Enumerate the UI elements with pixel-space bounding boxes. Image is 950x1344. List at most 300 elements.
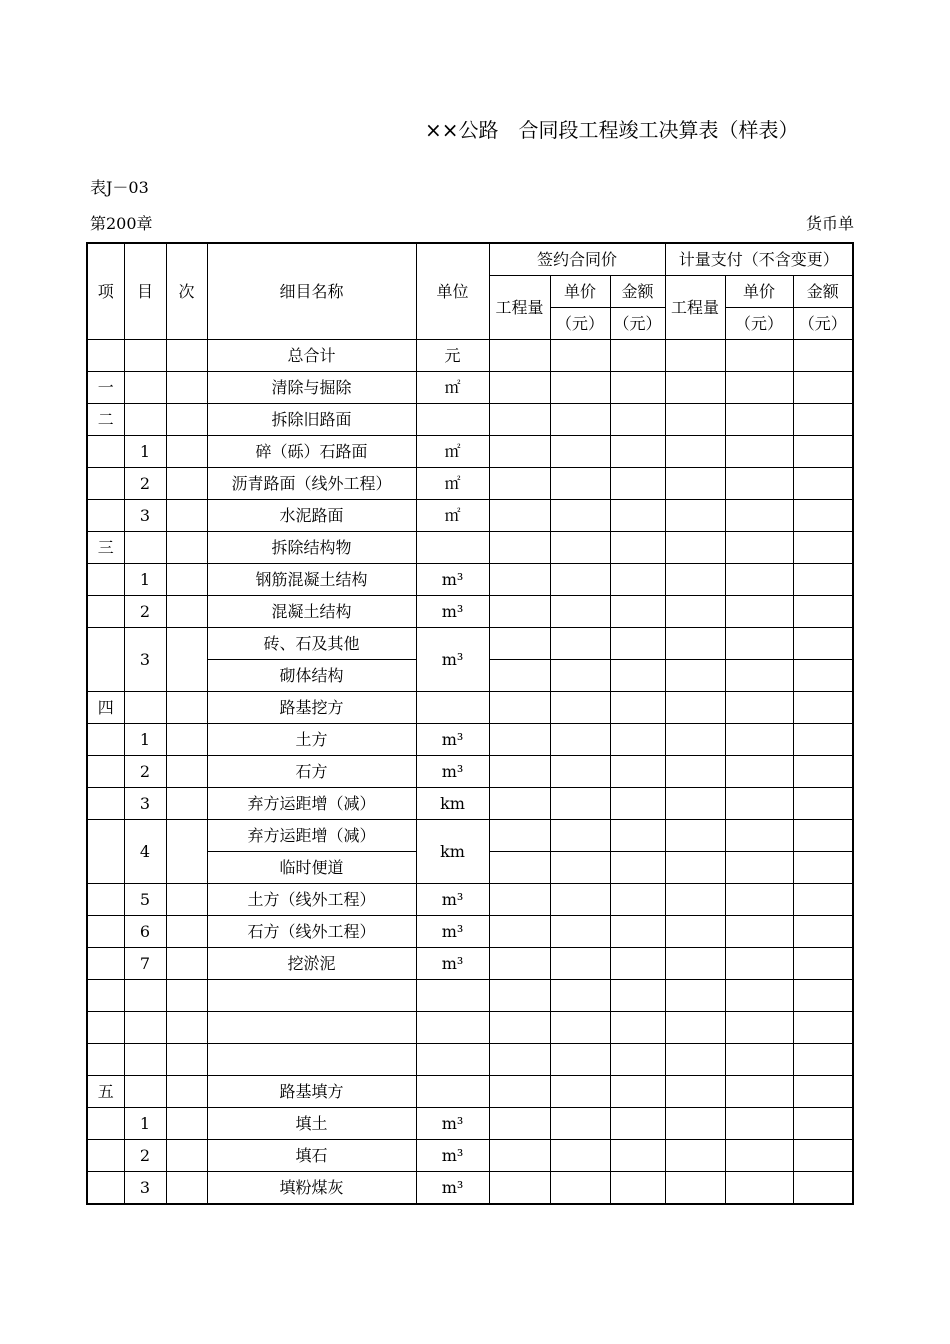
- cell-item-name: 总合计: [207, 340, 416, 372]
- cell-ci: [166, 340, 207, 372]
- cell-value: [489, 404, 550, 436]
- cell-mu: 3: [124, 788, 166, 820]
- cell-value: [489, 884, 550, 916]
- cell-value: [665, 980, 725, 1012]
- cell-value: [665, 436, 725, 468]
- cell-unit: [416, 980, 489, 1012]
- cell-value: [793, 404, 853, 436]
- cell-value: [665, 628, 725, 660]
- header-mu: 目: [124, 243, 166, 340]
- header-contract-unit-price: 单价: [550, 276, 610, 308]
- cell-value: [665, 1012, 725, 1044]
- header-payment-amount: 金额: [793, 276, 853, 308]
- header-payment-quantity: 工程量: [665, 276, 725, 340]
- cell-value: [793, 692, 853, 724]
- cell-ci: [166, 1012, 207, 1044]
- header-contract-price: 签约合同价: [489, 243, 665, 276]
- cell-item-name: 混凝土结构: [207, 596, 416, 628]
- table-row: [87, 404, 853, 436]
- cell-value: [793, 1044, 853, 1076]
- table-row: [87, 532, 853, 564]
- cell-value: [489, 724, 550, 756]
- cell-value: [550, 1012, 610, 1044]
- cell-value: [665, 1044, 725, 1076]
- cell-value: [550, 884, 610, 916]
- cell-xiang: [87, 468, 124, 500]
- table-row: [87, 980, 853, 1012]
- chapter-label: 第200章: [90, 214, 153, 233]
- cell-value: [610, 500, 665, 532]
- cell-value: [793, 372, 853, 404]
- cell-value: [793, 532, 853, 564]
- cell-value: [489, 564, 550, 596]
- cell-unit: m³: [416, 1172, 489, 1205]
- table-row: [87, 692, 853, 724]
- cell-unit: ㎡: [416, 468, 489, 500]
- cell-value: [793, 436, 853, 468]
- cell-value: [665, 820, 725, 852]
- cell-value: [793, 340, 853, 372]
- cell-xiang: [87, 916, 124, 948]
- table-row: [87, 1044, 853, 1076]
- cell-value: [489, 436, 550, 468]
- cell-value: [610, 340, 665, 372]
- cell-value: [665, 1172, 725, 1205]
- table-row: [87, 948, 853, 980]
- cell-value: [489, 916, 550, 948]
- cell-value: [793, 1076, 853, 1108]
- cell-value: [665, 692, 725, 724]
- cell-unit: m³: [416, 1140, 489, 1172]
- cell-xiang: [87, 884, 124, 916]
- cell-xiang: [87, 980, 124, 1012]
- cell-value: [793, 1012, 853, 1044]
- cell-value: [665, 500, 725, 532]
- cell-item-name: 挖淤泥: [207, 948, 416, 980]
- cell-value: [489, 980, 550, 1012]
- cell-value: [610, 756, 665, 788]
- cell-value: [725, 1012, 793, 1044]
- header-yuan: （元）: [725, 308, 793, 340]
- cell-value: [725, 1076, 793, 1108]
- cell-unit: m³: [416, 564, 489, 596]
- cell-unit: m³: [416, 1108, 489, 1140]
- cell-value: [550, 1108, 610, 1140]
- cell-value: [550, 532, 610, 564]
- table-row: [87, 500, 853, 532]
- header-yuan: （元）: [610, 308, 665, 340]
- cell-ci: [166, 724, 207, 756]
- cell-value: [610, 1044, 665, 1076]
- cell-value: [610, 1172, 665, 1205]
- cell-value: [725, 468, 793, 500]
- cell-unit: km: [416, 820, 489, 884]
- cell-value: [665, 596, 725, 628]
- cell-item-name: 沥青路面（线外工程）: [207, 468, 416, 500]
- cell-value: [550, 980, 610, 1012]
- cell-unit: m³: [416, 596, 489, 628]
- cell-mu: [124, 1044, 166, 1076]
- cell-unit: km: [416, 788, 489, 820]
- cell-value: [489, 372, 550, 404]
- table-row: [87, 1108, 853, 1140]
- cell-value: [665, 340, 725, 372]
- cell-unit: ㎡: [416, 500, 489, 532]
- table-row: [87, 628, 853, 660]
- cell-value: [610, 724, 665, 756]
- cell-mu: [124, 1012, 166, 1044]
- cell-value: [550, 1044, 610, 1076]
- cell-value: [489, 1172, 550, 1205]
- cell-value: [489, 596, 550, 628]
- cell-ci: [166, 1140, 207, 1172]
- cell-value: [489, 852, 550, 884]
- cell-unit: m³: [416, 916, 489, 948]
- cell-value: [610, 468, 665, 500]
- cell-ci: [166, 628, 207, 692]
- cell-value: [550, 340, 610, 372]
- cell-unit: [416, 1044, 489, 1076]
- cell-xiang: 二: [87, 404, 124, 436]
- cell-value: [725, 788, 793, 820]
- cell-ci: [166, 436, 207, 468]
- table-row: [87, 1012, 853, 1044]
- cell-xiang: 三: [87, 532, 124, 564]
- cell-value: [725, 564, 793, 596]
- cell-value: [665, 404, 725, 436]
- cell-value: [725, 852, 793, 884]
- table-row: [87, 724, 853, 756]
- cell-mu: [124, 1076, 166, 1108]
- cell-value: [550, 1076, 610, 1108]
- cell-value: [725, 660, 793, 692]
- cell-value: [489, 1108, 550, 1140]
- cell-value: [725, 372, 793, 404]
- cell-mu: 1: [124, 724, 166, 756]
- cell-mu: 1: [124, 1108, 166, 1140]
- cell-unit: 元: [416, 340, 489, 372]
- cell-item-name: 拆除旧路面: [207, 404, 416, 436]
- cell-mu: 3: [124, 500, 166, 532]
- cell-value: [725, 884, 793, 916]
- table-row: [87, 436, 853, 468]
- cell-item-name: 石方: [207, 756, 416, 788]
- cell-value: [610, 1076, 665, 1108]
- header-payment-unit-price: 单价: [725, 276, 793, 308]
- cell-value: [665, 1140, 725, 1172]
- cell-value: [665, 532, 725, 564]
- cell-value: [793, 820, 853, 852]
- cell-mu: 1: [124, 564, 166, 596]
- cell-xiang: [87, 1140, 124, 1172]
- cell-value: [550, 724, 610, 756]
- cell-unit: [416, 692, 489, 724]
- cell-value: [610, 372, 665, 404]
- cell-item-name: 碎（砾）石路面: [207, 436, 416, 468]
- cell-ci: [166, 404, 207, 436]
- cell-mu: 2: [124, 596, 166, 628]
- cell-mu: 7: [124, 948, 166, 980]
- cell-value: [665, 788, 725, 820]
- cell-value: [665, 916, 725, 948]
- cell-value: [550, 468, 610, 500]
- cell-ci: [166, 372, 207, 404]
- cell-item-name: 填粉煤灰: [207, 1172, 416, 1205]
- cell-value: [725, 756, 793, 788]
- cell-value: [665, 372, 725, 404]
- cell-xiang: [87, 756, 124, 788]
- cell-mu: 2: [124, 1140, 166, 1172]
- cell-value: [725, 404, 793, 436]
- cell-value: [793, 724, 853, 756]
- cell-ci: [166, 916, 207, 948]
- cell-value: [489, 340, 550, 372]
- cell-value: [665, 1076, 725, 1108]
- header-row-1: [87, 243, 853, 276]
- cell-value: [793, 628, 853, 660]
- cell-value: [489, 1012, 550, 1044]
- cell-value: [550, 692, 610, 724]
- cell-value: [725, 1172, 793, 1205]
- cell-value: [610, 660, 665, 692]
- cell-mu: [124, 372, 166, 404]
- cell-value: [489, 532, 550, 564]
- cell-value: [725, 724, 793, 756]
- cell-ci: [166, 1172, 207, 1205]
- cell-value: [610, 884, 665, 916]
- cell-item-name: 土方: [207, 724, 416, 756]
- cell-ci: [166, 564, 207, 596]
- table-row: [87, 788, 853, 820]
- cell-xiang: 四: [87, 692, 124, 724]
- cell-value: [610, 692, 665, 724]
- cell-ci: [166, 756, 207, 788]
- cell-mu: [124, 340, 166, 372]
- cell-value: [489, 756, 550, 788]
- table-row: [87, 820, 853, 852]
- cell-value: [489, 660, 550, 692]
- cell-xiang: [87, 340, 124, 372]
- cell-item-name: 路基填方: [207, 1076, 416, 1108]
- cell-value: [610, 852, 665, 884]
- cell-mu: 2: [124, 756, 166, 788]
- cell-xiang: [87, 1012, 124, 1044]
- cell-value: [610, 1012, 665, 1044]
- cell-value: [610, 1140, 665, 1172]
- cell-value: [793, 1140, 853, 1172]
- cell-value: [489, 788, 550, 820]
- cell-item-name: 石方（线外工程）: [207, 916, 416, 948]
- table-row: [87, 372, 853, 404]
- table-row: [87, 1140, 853, 1172]
- cell-item-name: 弃方运距增（减）: [207, 788, 416, 820]
- cell-value: [725, 596, 793, 628]
- cell-value: [725, 916, 793, 948]
- header-contract-amount: 金额: [610, 276, 665, 308]
- cell-unit: [416, 532, 489, 564]
- header-contract-quantity: 工程量: [489, 276, 550, 340]
- cell-value: [550, 436, 610, 468]
- cell-value: [550, 788, 610, 820]
- cell-xiang: [87, 1172, 124, 1205]
- cell-value: [489, 468, 550, 500]
- cell-value: [793, 1172, 853, 1205]
- settlement-table: [86, 242, 854, 1205]
- currency-label: 货币单: [805, 214, 854, 233]
- cell-unit: [416, 1076, 489, 1108]
- cell-value: [665, 1108, 725, 1140]
- cell-xiang: [87, 564, 124, 596]
- cell-value: [550, 628, 610, 660]
- cell-ci: [166, 468, 207, 500]
- cell-item-name: [207, 980, 416, 1012]
- cell-ci: [166, 820, 207, 884]
- cell-value: [610, 980, 665, 1012]
- cell-value: [610, 404, 665, 436]
- cell-value: [550, 596, 610, 628]
- cell-value: [610, 916, 665, 948]
- cell-value: [793, 500, 853, 532]
- cell-mu: 2: [124, 468, 166, 500]
- header-xiang: 项: [87, 243, 124, 340]
- cell-mu: [124, 692, 166, 724]
- cell-value: [665, 660, 725, 692]
- cell-value: [793, 916, 853, 948]
- cell-item-name: [207, 1012, 416, 1044]
- cell-item-name: 水泥路面: [207, 500, 416, 532]
- cell-value: [550, 820, 610, 852]
- table-row: [87, 596, 853, 628]
- cell-value: [665, 468, 725, 500]
- cell-value: [489, 1044, 550, 1076]
- cell-mu: 1: [124, 436, 166, 468]
- cell-value: [489, 692, 550, 724]
- cell-value: [665, 756, 725, 788]
- cell-value: [665, 948, 725, 980]
- cell-value: [550, 564, 610, 596]
- cell-xiang: [87, 500, 124, 532]
- cell-ci: [166, 1108, 207, 1140]
- table-row: [87, 564, 853, 596]
- header-payment: 计量支付（不含变更）: [665, 243, 853, 276]
- table-row: [87, 916, 853, 948]
- table-row: [87, 1172, 853, 1205]
- cell-xiang: [87, 436, 124, 468]
- cell-xiang: [87, 948, 124, 980]
- cell-value: [610, 788, 665, 820]
- cell-value: [793, 1108, 853, 1140]
- cell-value: [489, 1076, 550, 1108]
- cell-mu: [124, 980, 166, 1012]
- cell-unit: ㎡: [416, 436, 489, 468]
- cell-mu: 3: [124, 1172, 166, 1205]
- cell-value: [610, 1108, 665, 1140]
- cell-item-name: [207, 1044, 416, 1076]
- cell-value: [489, 820, 550, 852]
- cell-value: [489, 948, 550, 980]
- cell-item-name: 清除与掘除: [207, 372, 416, 404]
- cell-value: [725, 532, 793, 564]
- cell-value: [489, 500, 550, 532]
- cell-value: [489, 628, 550, 660]
- cell-value: [610, 596, 665, 628]
- cell-xiang: [87, 596, 124, 628]
- cell-unit: m³: [416, 756, 489, 788]
- cell-value: [550, 852, 610, 884]
- cell-value: [725, 948, 793, 980]
- cell-ci: [166, 980, 207, 1012]
- cell-value: [725, 1140, 793, 1172]
- cell-value: [725, 692, 793, 724]
- cell-item-name: 路基挖方: [207, 692, 416, 724]
- cell-ci: [166, 596, 207, 628]
- cell-value: [793, 852, 853, 884]
- cell-value: [610, 820, 665, 852]
- cell-item-name: 填石: [207, 1140, 416, 1172]
- cell-value: [610, 532, 665, 564]
- cell-value: [489, 1140, 550, 1172]
- cell-ci: [166, 1044, 207, 1076]
- cell-value: [793, 948, 853, 980]
- cell-unit: m³: [416, 948, 489, 980]
- cell-value: [550, 916, 610, 948]
- page-title: ××公路 合同段工程竣工决算表（样表）: [425, 118, 799, 142]
- cell-value: [550, 404, 610, 436]
- cell-item-name: 钢筋混凝土结构: [207, 564, 416, 596]
- header-unit: 单位: [416, 243, 489, 340]
- cell-value: [793, 788, 853, 820]
- table-row: [87, 1076, 853, 1108]
- cell-value: [793, 468, 853, 500]
- cell-ci: [166, 532, 207, 564]
- table-row: [87, 884, 853, 916]
- header-item-name: 细目名称: [207, 243, 416, 340]
- cell-mu: 5: [124, 884, 166, 916]
- cell-value: [725, 1108, 793, 1140]
- cell-mu: 4: [124, 820, 166, 884]
- cell-value: [725, 820, 793, 852]
- header-yuan: （元）: [550, 308, 610, 340]
- cell-xiang: [87, 628, 124, 692]
- cell-value: [793, 756, 853, 788]
- cell-value: [665, 724, 725, 756]
- table-row: [87, 340, 853, 372]
- cell-value: [665, 852, 725, 884]
- cell-value: [725, 628, 793, 660]
- cell-value: [665, 564, 725, 596]
- cell-xiang: [87, 724, 124, 756]
- table-row: [87, 756, 853, 788]
- cell-item-name: 拆除结构物: [207, 532, 416, 564]
- cell-value: [550, 948, 610, 980]
- cell-unit: [416, 404, 489, 436]
- cell-value: [550, 1172, 610, 1205]
- cell-value: [725, 1044, 793, 1076]
- cell-ci: [166, 1076, 207, 1108]
- cell-unit: [416, 1012, 489, 1044]
- cell-value: [550, 500, 610, 532]
- cell-mu: 6: [124, 916, 166, 948]
- cell-item-name: 砌体结构: [207, 660, 416, 692]
- cell-value: [793, 884, 853, 916]
- cell-item-name: 土方（线外工程）: [207, 884, 416, 916]
- cell-xiang: [87, 1108, 124, 1140]
- cell-xiang: [87, 788, 124, 820]
- header-ci: 次: [166, 243, 207, 340]
- cell-value: [550, 756, 610, 788]
- cell-item-name: 临时便道: [207, 852, 416, 884]
- cell-value: [793, 564, 853, 596]
